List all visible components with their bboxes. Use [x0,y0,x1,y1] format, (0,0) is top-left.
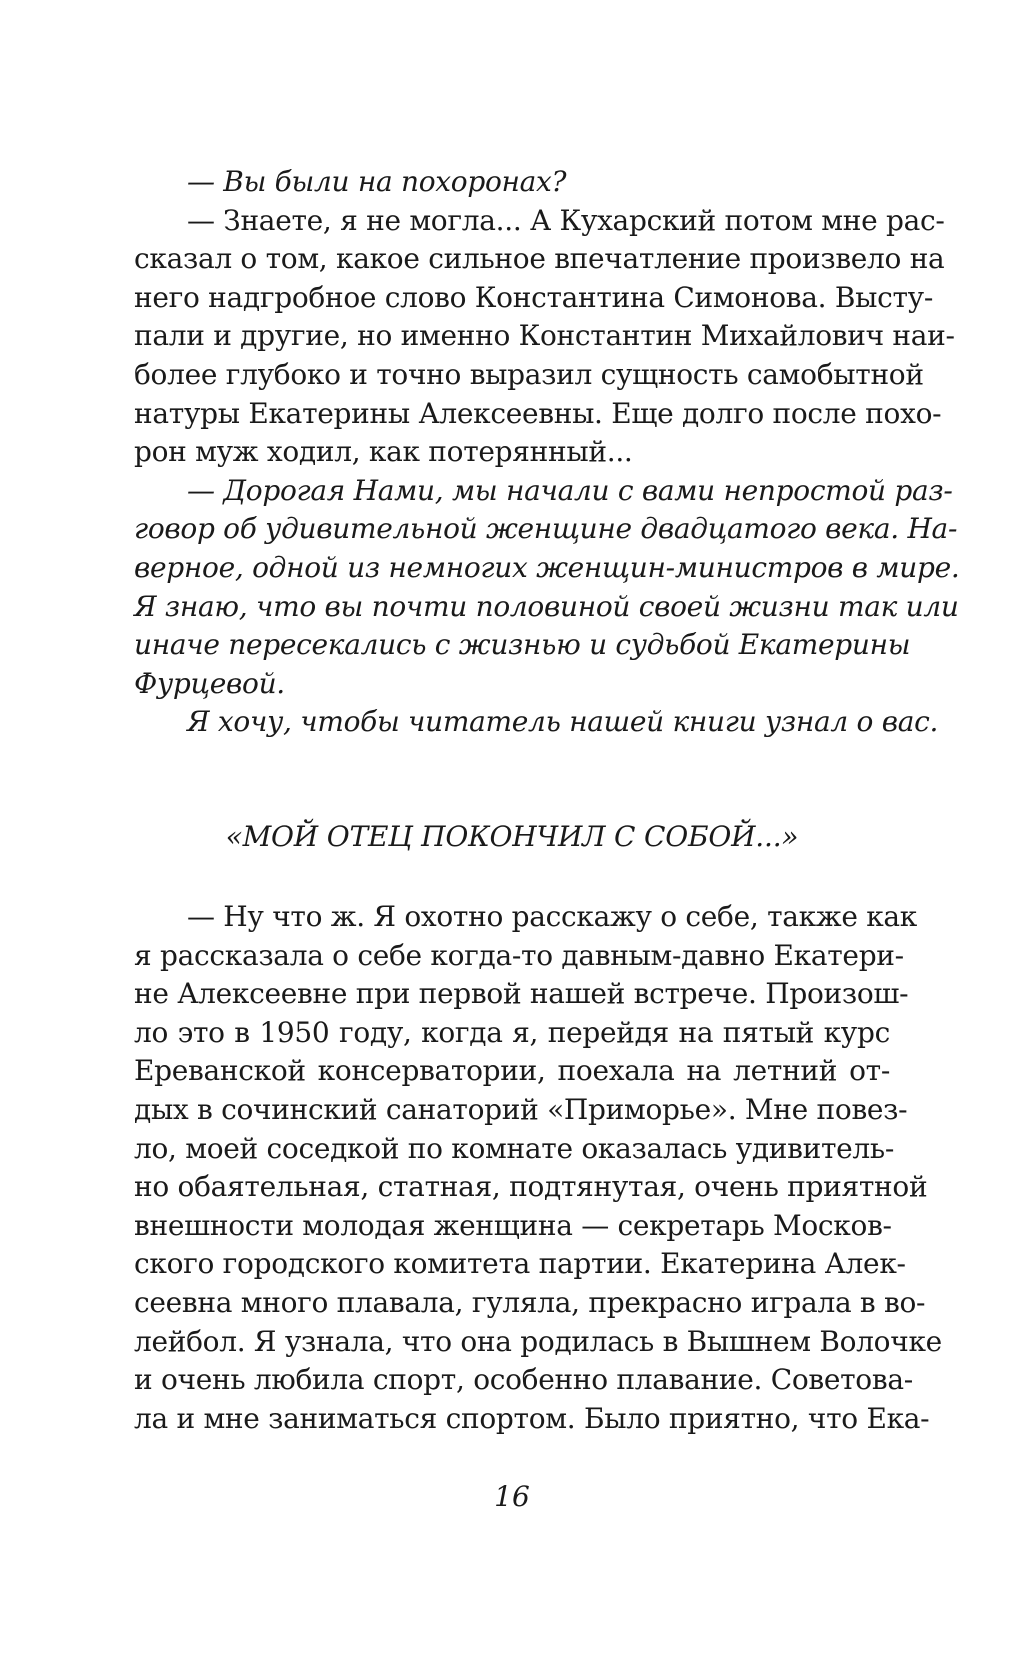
text-line: более глубоко и точно выразил сущность самобытной [134,357,924,391]
text-line: внешности молодая женщина — секретарь Москов- [134,1208,892,1242]
text-line: лейбол. Я узнала, что она родилась в Вышнем Волочке [134,1324,942,1358]
chapter-heading: «МОЙ ОТЕЦ ПОКОНЧИЛ С СОБОЙ...» [225,820,799,853]
page-number: 16 [494,1480,530,1513]
question-line: Фурцевой. [134,666,285,700]
question-line: — Дорогая Нами, мы начали с вами непростой раз- [187,473,953,507]
text-line: ло это в 1950 году, когда я, перейдя на пятый курс [134,1015,890,1049]
question-line: Я знаю, что вы почти половиной своей жизни так или [134,589,959,623]
interview-text-top [134,163,960,742]
text-line: Ереванской консерватории, поехала на летний от- [134,1054,890,1088]
text-line: я рассказала о себе когда-то давным-давно Екатери- [134,938,904,972]
text-line: не Алексеевне при первой нашей встрече. Произош- [134,977,909,1011]
question-line: верное, одной из немногих женщин-министров в мире. [134,550,960,584]
text-line: — Ну что ж. Я охотно расскажу о себе, также как [187,900,917,933]
text-line: но обаятельная, статная, подтянутая, очень приятной [134,1170,928,1204]
text-line: пали и другие, но именно Константин Михайлович наи- [134,319,955,353]
text-line: ла и мне заниматься спортом. Было приятно, что Ека- [134,1401,930,1435]
text-line: — Знаете, я не могла... А Кухарский потом мне рас- [187,203,945,237]
question-line: говор об удивительной женщине двадцатого века. На- [134,512,958,546]
text-line: сказал о том, какое сильное впечатление произвело на [134,242,945,276]
question-line: — Вы были на похоронах? [187,165,567,198]
text-line: натуры Екатерины Алексеевны. Еще долго после похо- [134,396,942,430]
question-line: Я хочу, чтобы читатель нашей книги узнал о вас. [187,705,939,739]
text-line: сеевна много плавала, гуляла, прекрасно играла в во- [134,1285,926,1319]
text-line: дых в сочинский санаторий «Приморье». Мне повез- [134,1092,908,1126]
text-line: ло, моей соседкой по комнате оказалась удивитель- [134,1131,895,1165]
interview-text-bottom [134,898,942,1438]
text-line: ского городского комитета партии. Екатерина Алек- [134,1247,906,1281]
text-line: и очень любила спорт, особенно плавание. Советова- [134,1363,913,1397]
question-line: иначе пересекались с жизнью и судьбой Екатерины [134,628,911,662]
text-line: рон муж ходил, как потерянный... [134,435,633,469]
text-line: него надгробное слово Константина Симонова. Высту- [134,280,933,314]
